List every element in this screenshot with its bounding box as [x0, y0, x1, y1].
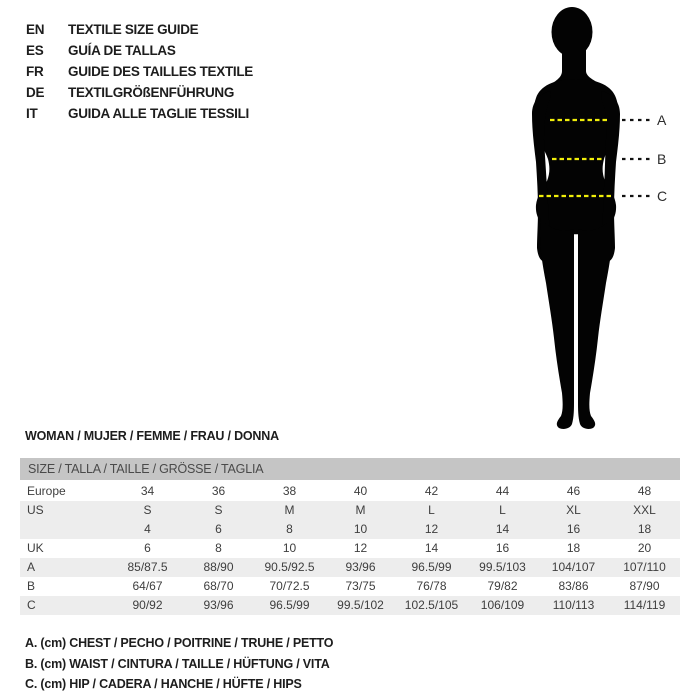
language-label: GUÍA DE TALLAS — [68, 43, 176, 58]
language-row — [26, 82, 253, 103]
size-value-cell: L — [499, 503, 506, 517]
size-value-cell: 48 — [637, 484, 652, 498]
size-value-cell: 10 — [282, 541, 297, 555]
hip-measure-label: C — [657, 188, 668, 204]
size-value-cell: 110/113 — [552, 598, 595, 612]
size-value-cell: 42 — [424, 484, 439, 498]
silhouette-left-leg — [540, 218, 574, 429]
table-row — [20, 520, 680, 539]
size-value-cell: 99.5/102 — [337, 598, 384, 612]
size-value-cell: 18 — [637, 522, 652, 536]
size-value-cell: 76/78 — [416, 579, 447, 593]
size-value-cell: 6 — [215, 522, 222, 536]
size-value-cell: 40 — [353, 484, 368, 498]
row-label: C — [27, 598, 36, 612]
size-value-cell: 12 — [353, 541, 368, 555]
size-value-cell: 4 — [144, 522, 151, 536]
legend-line: C. (cm) HIP / CADERA / HANCHE / HÜFTE / HIPS — [25, 677, 302, 691]
language-label: GUIDE DES TAILLES TEXTILE — [68, 64, 254, 79]
size-value-cell: 10 — [353, 522, 368, 536]
language-label: GUIDA ALLE TAGLIE TESSILI — [68, 106, 249, 121]
size-value-cell: 102.5/105 — [404, 598, 459, 612]
size-value-cell: 79/82 — [487, 579, 518, 593]
section-title-woman: WOMAN / MUJER / FEMME / FRAU / DONNA — [25, 429, 279, 443]
language-code: FR — [26, 64, 44, 79]
size-value-cell: 68/70 — [203, 579, 234, 593]
table-row — [20, 577, 680, 596]
size-value-cell: 85/87.5 — [127, 560, 168, 574]
table-row — [20, 539, 680, 558]
size-value-cell: 8 — [286, 522, 293, 536]
size-value-cell: 14 — [424, 541, 439, 555]
size-value-cell: 114/119 — [623, 598, 666, 612]
size-value-cell: 12 — [424, 522, 439, 536]
size-value-cell: L — [428, 503, 435, 517]
legend-line: B. (cm) WAIST / CINTURA / TAILLE / HÜFTUNG / VITA — [25, 656, 330, 671]
size-value-cell: S — [143, 503, 152, 517]
woman-silhouette — [492, 5, 652, 430]
row-label: B — [27, 579, 36, 593]
woman-silhouette-figure — [492, 5, 652, 430]
row-label: Europe — [27, 484, 66, 498]
size-value-cell: XL — [566, 503, 581, 517]
row-label: UK — [27, 541, 44, 555]
size-value-cell: 16 — [495, 541, 510, 555]
size-value-cell: 34 — [140, 484, 155, 498]
size-value-cell: 20 — [637, 541, 652, 555]
waist-measure-label: B — [657, 151, 667, 167]
size-value-cell: 64/67 — [132, 579, 163, 593]
language-code: EN — [26, 22, 45, 37]
size-value-cell: 44 — [495, 484, 510, 498]
size-value-cell: 70/72.5 — [269, 579, 310, 593]
language-label: TEXTILGRÖßENFÜHRUNG — [68, 85, 235, 100]
size-value-cell: M — [355, 503, 366, 517]
row-label: US — [27, 503, 44, 517]
size-value-cell: 104/107 — [551, 560, 596, 574]
table-row — [20, 482, 680, 501]
table-row — [20, 501, 680, 520]
language-code: IT — [26, 106, 38, 121]
size-value-cell: 6 — [144, 541, 151, 555]
silhouette-body — [532, 7, 620, 429]
language-code: DE — [26, 85, 45, 100]
size-value-cell: 90/92 — [132, 598, 163, 612]
language-code: ES — [26, 43, 44, 58]
size-value-cell: 99.5/103 — [479, 560, 526, 574]
size-value-cell: 90.5/92.5 — [264, 560, 315, 574]
language-list — [26, 19, 253, 124]
size-value-cell: 87/90 — [629, 579, 660, 593]
size-value-cell: 46 — [566, 484, 581, 498]
size-value-cell: 106/109 — [480, 598, 525, 612]
size-table-rows — [20, 482, 680, 615]
size-value-cell: M — [284, 503, 295, 517]
size-value-cell: 38 — [282, 484, 297, 498]
size-value-cell: 14 — [495, 522, 510, 536]
row-label: A — [27, 560, 36, 574]
language-row — [26, 40, 253, 61]
language-row — [26, 61, 253, 82]
table-row — [20, 596, 680, 615]
chest-measure-label: A — [657, 112, 667, 128]
size-table — [20, 458, 680, 615]
size-table-header: SIZE / TALLA / TAILLE / GRÖSSE / TAGLIA — [20, 458, 680, 480]
measurement-legend — [25, 633, 333, 695]
size-value-cell: 93/96 — [345, 560, 376, 574]
language-row — [26, 103, 253, 124]
size-value-cell: S — [214, 503, 223, 517]
size-value-cell: 73/75 — [345, 579, 376, 593]
legend-line: A. (cm) CHEST / PECHO / POITRINE / TRUHE / PETTO — [25, 636, 334, 650]
size-value-cell: 36 — [211, 484, 226, 498]
language-label: TEXTILE SIZE GUIDE — [68, 22, 199, 37]
size-value-cell: 18 — [566, 541, 581, 555]
size-value-cell: 16 — [566, 522, 581, 536]
size-value-cell: 93/96 — [203, 598, 234, 612]
size-value-cell: XXL — [633, 503, 656, 517]
size-value-cell: 8 — [215, 541, 222, 555]
size-value-cell: 96.5/99 — [269, 598, 310, 612]
size-value-cell: 96.5/99 — [411, 560, 452, 574]
size-value-cell: 88/90 — [203, 560, 234, 574]
language-row — [26, 19, 253, 40]
silhouette-right-leg — [578, 218, 612, 429]
size-value-cell: 83/86 — [558, 579, 589, 593]
size-value-cell: 107/110 — [623, 560, 666, 574]
table-row — [20, 558, 680, 577]
row-label — [20, 520, 112, 539]
